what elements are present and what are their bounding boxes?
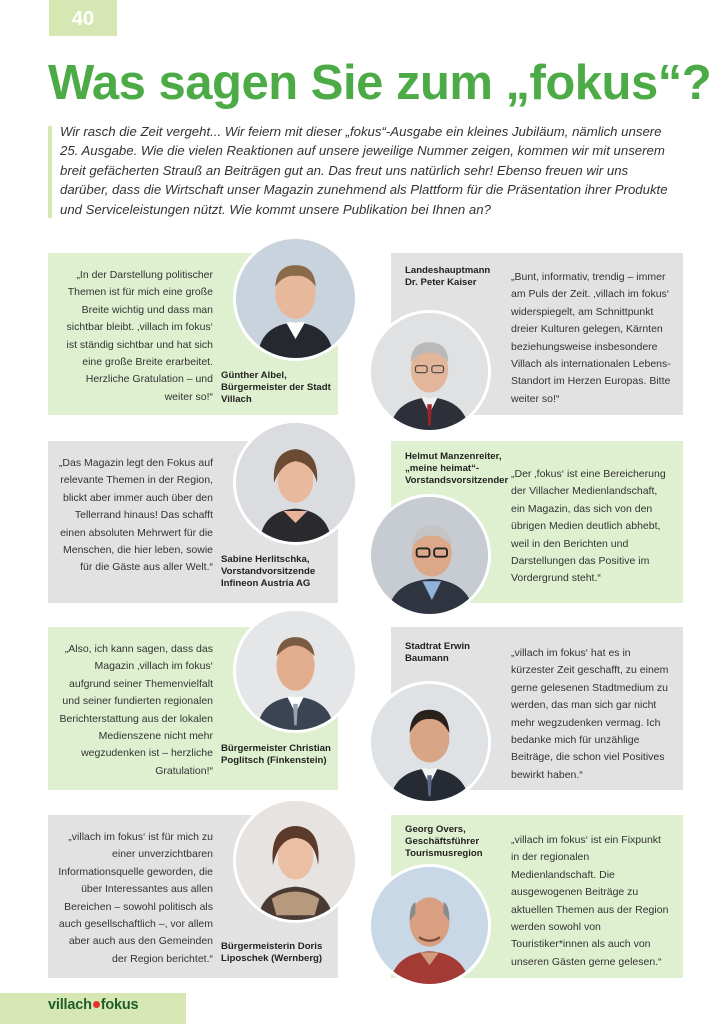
- name-manzenreiter: Helmut Manzenreiter, „meine heimat“-Vorstandsvorsitzender: [405, 451, 509, 486]
- portrait-photo-manzenreiter: [371, 497, 488, 614]
- quote-overs: „villach im fokus‘ ist ein Fixpunkt in der regionalen Medienlandschaft. Die ausgewogenen Beiträge zu aktuellen Themen aus der Region werden sowohl von Touristiker*innen als auch von unseren Gästen gerne gelesen.“: [511, 834, 669, 968]
- name-liposchek: Bürgermeisterin Doris Liposchek (Wernberg): [221, 941, 323, 964]
- portrait-photo-albel: [236, 239, 355, 358]
- portrait-photo-herlitschka: [236, 423, 355, 542]
- name-herlitschka: Sabine Herlitschka, Vorstandvorsitzende Infineon Austria AG: [221, 554, 316, 589]
- name-kaiser: Landeshauptmann Dr. Peter Kaiser: [405, 265, 491, 288]
- quote-baumann: „villach im fokus‘ hat es in kürzester Zeit geschafft, zu einem gerne gelesenen Stadtmedium zu werden, das man sich gar nicht mehr wegzudenken vermag. Ich bedanke mich für unzählige Beiträge, die schon viel Positives bewirkt haben.“: [511, 647, 669, 781]
- portrait-photo-poglitsch: [236, 611, 355, 730]
- name-poglitsch: Bürgermeister Christian Poglitsch (Finkenstein): [221, 743, 331, 766]
- name-baumann: Stadtrat Erwin Baumann: [405, 641, 471, 664]
- logo-text-villach: villach: [48, 997, 92, 1013]
- logo-dot-icon: [93, 1001, 100, 1008]
- name-albel: Günther Albel, Bürgermeister der Stadt Villach: [221, 370, 331, 405]
- name-overs: Georg Overs, Geschäftsführer Tourismusregion: [405, 824, 483, 859]
- publication-logo: [48, 997, 138, 1013]
- page-number: 40: [49, 0, 117, 36]
- logo-text-fokus: fokus: [100, 997, 139, 1013]
- quote-liposchek: „villach im fokus‘ ist für mich zu einer unverzichtbaren Informationsquelle geworden, die über Interessantes aus allen Bereichen – sowohl politisch als auch gesellschaftlich –, vor allem aber auch aus den Gemeinden der Region berichtet.“: [58, 831, 213, 965]
- quote-herlitschka: „Das Magazin legt den Fokus auf relevante Themen in der Region, blickt aber immer auch über den Tellerrand hinaus! Das schafft einen absoluten Mehrwert für die Menschen, die hier leben, sowie für die Gäste aus aller Welt.“: [58, 457, 213, 574]
- quote-albel: „In der Darstellung politischer Themen ist für mich eine große Breite wichtig und dass man sichtbar bleibt. ‚villach im fokus‘ ist ständig sichtbar und hat sich eine große Breite erarbeitet. Herzliche Gratulation – und weiter so!“: [66, 269, 213, 403]
- quote-kaiser: „Bunt, informativ, trendig – immer am Puls der Zeit. ‚villach im fokus‘ widerspiegelt, am Schnittpunkt dreier Kulturen gelegen, Kärnten beziehungsweise insbesondere Villach als internationalen Lebens-Standort im Herzen Europas. Bitte weiter so!“: [511, 271, 671, 405]
- intro-paragraph: Wir rasch die Zeit vergeht... Wir feiern mit dieser „fokus“-Ausgabe ein kleines Jubiläum, nämlich unsere 25. Ausgabe. Wie die vielen Reaktionen auf unsere jeweilige Nummer zeigen, kommen wir mit unserem breit gefächerten Strauß an Beiträgen gut an. Das freut uns natürlich sehr! Ebenso freuen wir uns darüber, dass die Wirtschaft unser Magazin zunehmend als Plattform für die Präsentation ihrer Produkte und Serviceleistungen nützt. Wie kommt unsere Publikation bei Ihnen an?: [60, 124, 668, 217]
- portrait-photo-kaiser: [371, 313, 488, 430]
- portrait-photo-overs: [371, 867, 488, 984]
- intro-accent-bar: [48, 126, 52, 218]
- portrait-photo-liposchek: [236, 801, 355, 920]
- portrait-photo-baumann: [371, 684, 488, 801]
- quote-manzenreiter: „Der ‚fokus‘ ist eine Bereicherung der Villacher Medienlandschaft, ein Magazin, das sich von den übrigen Medien deutlich abhebt, weil in den Berichten und Darstellungen das Positive im Vordergrund steht.“: [511, 468, 666, 585]
- quote-poglitsch: „Also, ich kann sagen, dass das Magazin ‚villach im fokus‘ aufgrund seiner Themenvielfalt und seiner fundierten regionalen Berichterstattung aus der lokalen Medienszene nicht mehr wegzudenken ist – herzliche Gratulation!“: [59, 643, 213, 777]
- page-title: Was sagen Sie zum „fokus“?: [48, 56, 712, 110]
